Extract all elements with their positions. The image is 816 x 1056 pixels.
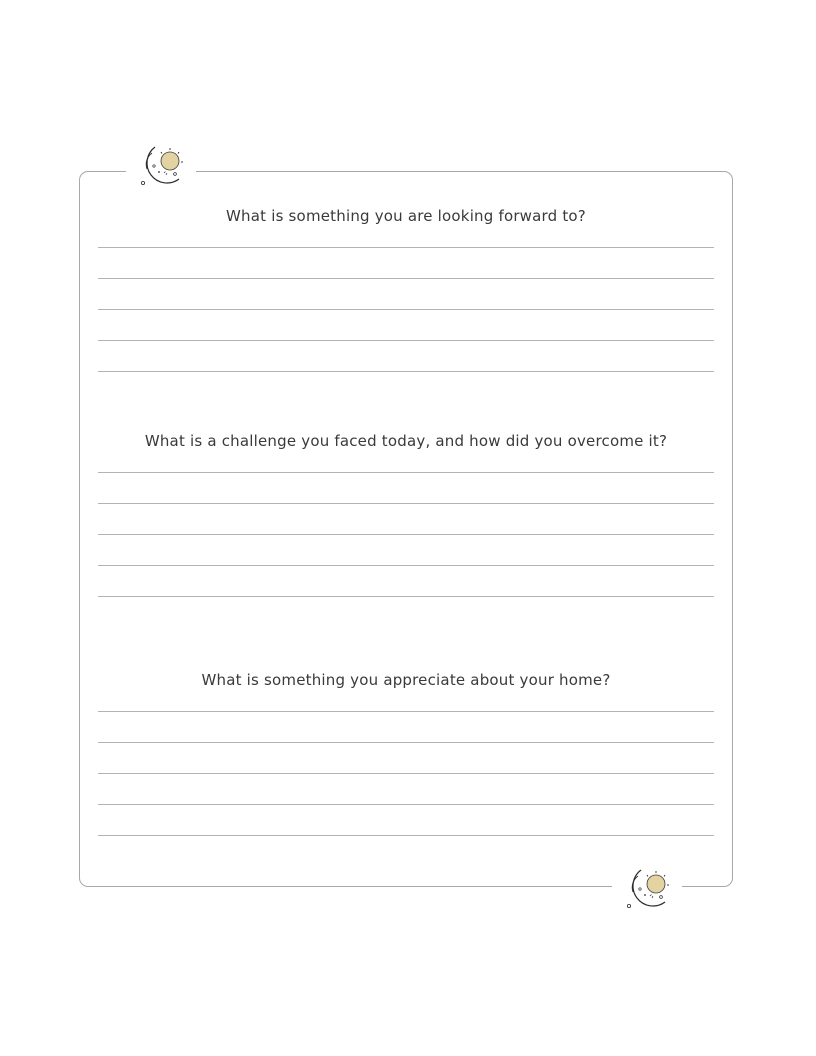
writing-line[interactable] xyxy=(98,711,714,712)
writing-lines xyxy=(98,472,714,597)
writing-line[interactable] xyxy=(98,340,714,341)
writing-line[interactable] xyxy=(98,742,714,743)
moon-sun-icon xyxy=(135,139,189,193)
writing-line[interactable] xyxy=(98,565,714,566)
prompt-looking-forward xyxy=(98,205,714,372)
writing-line[interactable] xyxy=(98,534,714,535)
writing-lines xyxy=(98,247,714,372)
writing-line[interactable] xyxy=(98,773,714,774)
moon-sun-icon xyxy=(621,862,675,916)
writing-line[interactable] xyxy=(98,804,714,805)
writing-line[interactable] xyxy=(98,371,714,372)
writing-line[interactable] xyxy=(98,472,714,473)
prompt-question: What is a challenge you faced today, and how did you overcome it? xyxy=(144,432,668,450)
writing-line[interactable] xyxy=(98,503,714,504)
writing-line[interactable] xyxy=(98,278,714,279)
prompt-home xyxy=(98,669,714,836)
prompt-question: What is something you appreciate about your home? xyxy=(201,671,611,689)
writing-line[interactable] xyxy=(98,835,714,836)
writing-lines xyxy=(98,711,714,836)
prompt-challenge xyxy=(98,430,714,597)
writing-line[interactable] xyxy=(98,596,714,597)
writing-line[interactable] xyxy=(98,309,714,310)
prompt-question: What is something you are looking forward to? xyxy=(226,207,586,225)
writing-line[interactable] xyxy=(98,247,714,248)
